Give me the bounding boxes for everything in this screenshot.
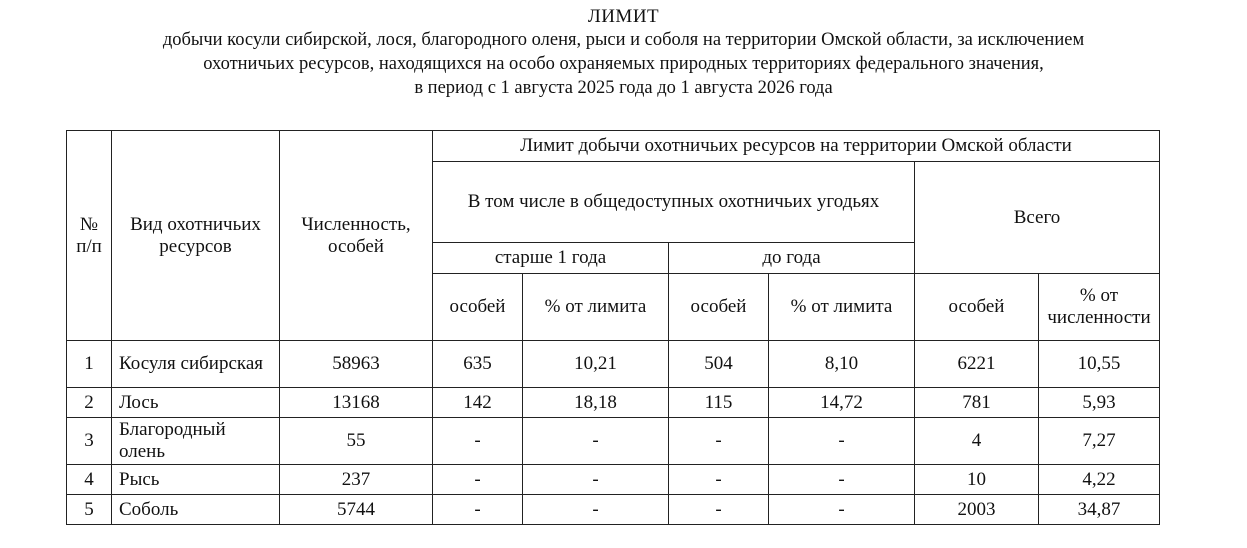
- document-subtitle-line-2: охотничьих ресурсов, находящихся на особо охраняемых природных территориях федерального значения,: [203, 54, 1044, 74]
- cell-younger-pct: -: [769, 418, 915, 465]
- table-row: [67, 388, 1160, 418]
- cell-total-count: 781: [915, 388, 1039, 418]
- header-younger: до года: [669, 243, 915, 274]
- cell-total-count: 4: [915, 418, 1039, 465]
- header-older: старше 1 года: [433, 243, 669, 274]
- header-total-count: особей: [915, 274, 1039, 341]
- cell-population: 55: [280, 418, 433, 465]
- cell-total-pct: 7,27: [1039, 418, 1160, 465]
- cell-older-pct: -: [523, 465, 669, 495]
- cell-num: 3: [67, 418, 112, 465]
- cell-older-count: 635: [433, 341, 523, 388]
- limit-table: [66, 130, 1160, 525]
- cell-total-count: 6221: [915, 341, 1039, 388]
- cell-num: 5: [67, 495, 112, 525]
- header-species: Вид охотничьих ресурсов: [112, 131, 280, 341]
- cell-older-pct: 18,18: [523, 388, 669, 418]
- cell-total-pct: 10,55: [1039, 341, 1160, 388]
- table-row: [67, 495, 1160, 525]
- cell-species: Соболь: [112, 495, 280, 525]
- document-title: ЛИМИТ: [587, 6, 660, 27]
- cell-older-count: 142: [433, 388, 523, 418]
- cell-population: 58963: [280, 341, 433, 388]
- document-subtitle-line-3: в период с 1 августа 2025 года до 1 августа 2026 года: [414, 78, 833, 98]
- cell-species: Лось: [112, 388, 280, 418]
- cell-older-count: -: [433, 418, 523, 465]
- cell-species: Благородный олень: [112, 418, 280, 465]
- cell-younger-count: 115: [669, 388, 769, 418]
- header-limit-group: Лимит добычи охотничьих ресурсов на территории Омской области: [433, 131, 1160, 162]
- cell-total-count: 10: [915, 465, 1039, 495]
- cell-younger-count: -: [669, 465, 769, 495]
- cell-older-count: -: [433, 495, 523, 525]
- header-younger-count: особей: [669, 274, 769, 341]
- cell-younger-pct: 14,72: [769, 388, 915, 418]
- cell-population: 5744: [280, 495, 433, 525]
- document-subtitle-line-1: добычи косули сибирской, лося, благородного оленя, рыси и соболя на территории Омской области, за исключением: [162, 30, 1085, 50]
- header-older-count: особей: [433, 274, 523, 341]
- header-younger-pct: % от лимита: [769, 274, 915, 341]
- header-older-pct: % от лимита: [523, 274, 669, 341]
- cell-older-pct: -: [523, 495, 669, 525]
- cell-older-pct: -: [523, 418, 669, 465]
- cell-total-pct: 4,22: [1039, 465, 1160, 495]
- cell-total-count: 2003: [915, 495, 1039, 525]
- cell-younger-count: -: [669, 418, 769, 465]
- header-num: № п/п: [67, 131, 112, 341]
- cell-younger-pct: -: [769, 495, 915, 525]
- header-total-group: Всего: [915, 162, 1160, 274]
- cell-num: 1: [67, 341, 112, 388]
- cell-num: 4: [67, 465, 112, 495]
- table-row: [67, 418, 1160, 465]
- cell-population: 13168: [280, 388, 433, 418]
- cell-younger-count: 504: [669, 341, 769, 388]
- header-public-group: В том числе в общедоступных охотничьих угодьях: [433, 162, 915, 243]
- cell-total-pct: 34,87: [1039, 495, 1160, 525]
- cell-younger-pct: 8,10: [769, 341, 915, 388]
- cell-total-pct: 5,93: [1039, 388, 1160, 418]
- cell-population: 237: [280, 465, 433, 495]
- header-population: Численность, особей: [280, 131, 433, 341]
- document-header: [0, 6, 1247, 100]
- cell-species: Косуля сибирская: [112, 341, 280, 388]
- cell-younger-count: -: [669, 495, 769, 525]
- cell-older-pct: 10,21: [523, 341, 669, 388]
- cell-older-count: -: [433, 465, 523, 495]
- cell-num: 2: [67, 388, 112, 418]
- table-row: [67, 341, 1160, 388]
- table-row: [67, 465, 1160, 495]
- header-total-pct: % от численности: [1039, 274, 1160, 341]
- cell-species: Рысь: [112, 465, 280, 495]
- cell-younger-pct: -: [769, 465, 915, 495]
